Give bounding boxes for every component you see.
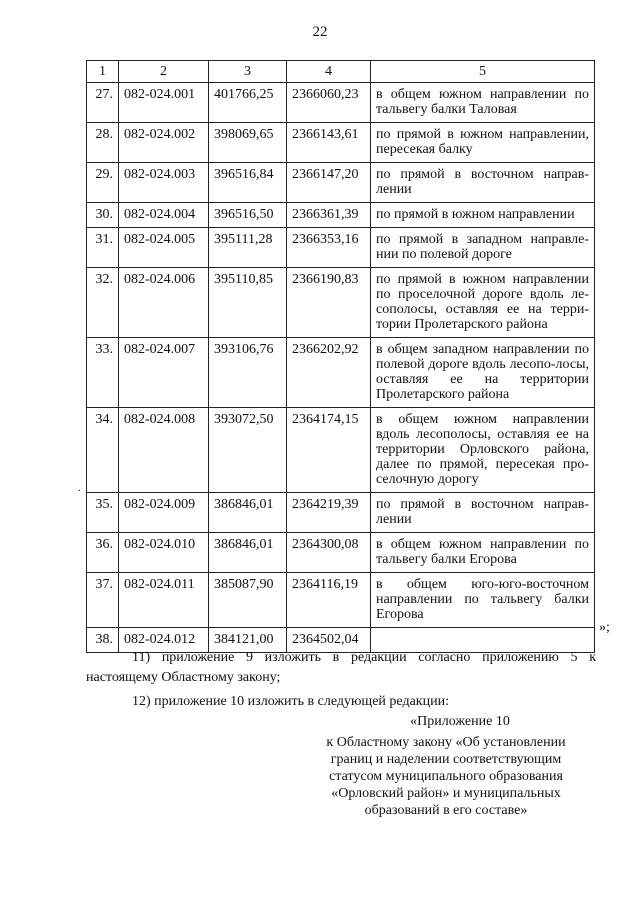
table-row <box>87 123 595 163</box>
table-cell-code: 082-024.007 <box>119 338 209 408</box>
table-cell-x: 386846,01 <box>209 533 287 573</box>
table-cell-desc: по прямой в западном направле-нии по полевой дороге <box>371 228 595 268</box>
table-cell-x: 396516,84 <box>209 163 287 203</box>
table-cell-n: 27. <box>87 83 119 123</box>
table-cell-y: 2364219,39 <box>287 493 371 533</box>
closing-quote-mark: »; <box>599 620 610 635</box>
table-cell-n: 32. <box>87 268 119 338</box>
table-cell-n: 36. <box>87 533 119 573</box>
table-cell-n: 34. <box>87 408 119 493</box>
header-cell: 2 <box>119 61 209 83</box>
table-cell-desc: по прямой в южном направлении, пересекая балку <box>371 123 595 163</box>
table-cell-y: 2366060,23 <box>287 83 371 123</box>
table-cell-desc: по прямой в южном направлении по проселочной дороге вдоль ле-сополосы, оставляя ее на терри-тории Пролетарского района <box>371 268 595 338</box>
table-cell-x: 395110,85 <box>209 268 287 338</box>
table-cell-x: 401766,25 <box>209 83 287 123</box>
table-cell-n: 30. <box>87 203 119 228</box>
table-cell-x: 393072,50 <box>209 408 287 493</box>
table-row <box>87 533 595 573</box>
table-cell-n: 31. <box>87 228 119 268</box>
table-cell-y: 2364300,08 <box>287 533 371 573</box>
table-cell-n: 35. <box>87 493 119 533</box>
table-cell-n: 29. <box>87 163 119 203</box>
header-cell: 1 <box>87 61 119 83</box>
appendix-subtitle: к Областному закону «Об установлении границ и наделении соответствующим статусом муниципального образования «Орловский район» и муниципальных образований в его составе» <box>326 735 566 818</box>
table-cell-n: 37. <box>87 573 119 628</box>
header-cell: 4 <box>287 61 371 83</box>
page-number: 22 <box>312 24 328 40</box>
table-row <box>87 493 595 533</box>
header-cell: 3 <box>209 61 287 83</box>
table-cell-x: 398069,65 <box>209 123 287 163</box>
table-cell-code: 082-024.012 <box>119 628 209 653</box>
table-cell-desc: по прямой в южном направлении <box>371 203 595 228</box>
table-cell-x: 393106,76 <box>209 338 287 408</box>
table-cell-code: 082-024.002 <box>119 123 209 163</box>
table-cell-code: 082-024.008 <box>119 408 209 493</box>
margin-mark: . <box>78 483 81 494</box>
table-cell-y: 2366143,61 <box>287 123 371 163</box>
table-cell-desc: в общем южном направлении вдоль лесополосы, оставляя ее на территории Орловского района, далее по прямой, пересекая про-селочную дорогу <box>371 408 595 493</box>
table-cell-code: 082-024.004 <box>119 203 209 228</box>
table-cell-x: 395111,28 <box>209 228 287 268</box>
table-row <box>87 228 595 268</box>
table-cell-n: 33. <box>87 338 119 408</box>
table-cell-y: 2366147,20 <box>287 163 371 203</box>
paragraph-11: 11) приложение 9 изложить в редакции согласно приложению 5 к настоящему Областному закону; <box>86 650 596 685</box>
table-cell-desc: по прямой в восточном направ-лении <box>371 493 595 533</box>
table-cell-code: 082-024.009 <box>119 493 209 533</box>
table-cell-x: 384121,00 <box>209 628 287 653</box>
table-cell-n: 38. <box>87 628 119 653</box>
table-cell-n: 28. <box>87 123 119 163</box>
table-cell-y: 2364174,15 <box>287 408 371 493</box>
table-row <box>87 338 595 408</box>
table-cell-x: 386846,01 <box>209 493 287 533</box>
table-cell-y: 2364116,19 <box>287 573 371 628</box>
table-row <box>87 408 595 493</box>
appendix-title: «Приложение 10 <box>410 714 510 729</box>
table-cell-y: 2366361,39 <box>287 203 371 228</box>
table-cell-code: 082-024.005 <box>119 228 209 268</box>
table-cell-y: 2364502,04 <box>287 628 371 653</box>
table-cell-code: 082-024.010 <box>119 533 209 573</box>
table-cell-code: 082-024.006 <box>119 268 209 338</box>
table-cell-code: 082-024.001 <box>119 83 209 123</box>
table-cell-code: 082-024.011 <box>119 573 209 628</box>
table-header-row <box>87 61 595 83</box>
table-row <box>87 573 595 628</box>
table-cell-desc: в общем южном направлении по тальвегу балки Таловая <box>371 83 595 123</box>
table-cell-y: 2366202,92 <box>287 338 371 408</box>
table-cell-y: 2366353,16 <box>287 228 371 268</box>
table-cell-code: 082-024.003 <box>119 163 209 203</box>
table-row <box>87 83 595 123</box>
table-cell-desc: в общем западном направлении по полевой дороге вдоль лесопо-лосы, оставляя ее на территории Пролетарского района <box>371 338 595 408</box>
table-row <box>87 163 595 203</box>
table-row <box>87 268 595 338</box>
table-cell-desc: по прямой в восточном направ-лении <box>371 163 595 203</box>
table-cell-desc: в общем южном направлении по тальвегу балки Егорова <box>371 533 595 573</box>
header-cell: 5 <box>371 61 595 83</box>
table-cell-x: 385087,90 <box>209 573 287 628</box>
table-cell-y: 2366190,83 <box>287 268 371 338</box>
table-cell-desc: в общем юго-юго-восточном направлении по тальвегу балки Егорова <box>371 573 595 628</box>
coordinates-table <box>86 60 595 653</box>
table-cell-x: 396516,50 <box>209 203 287 228</box>
paragraph-12: 12) приложение 10 изложить в следующей редакции: <box>132 694 449 709</box>
table-row <box>87 203 595 228</box>
